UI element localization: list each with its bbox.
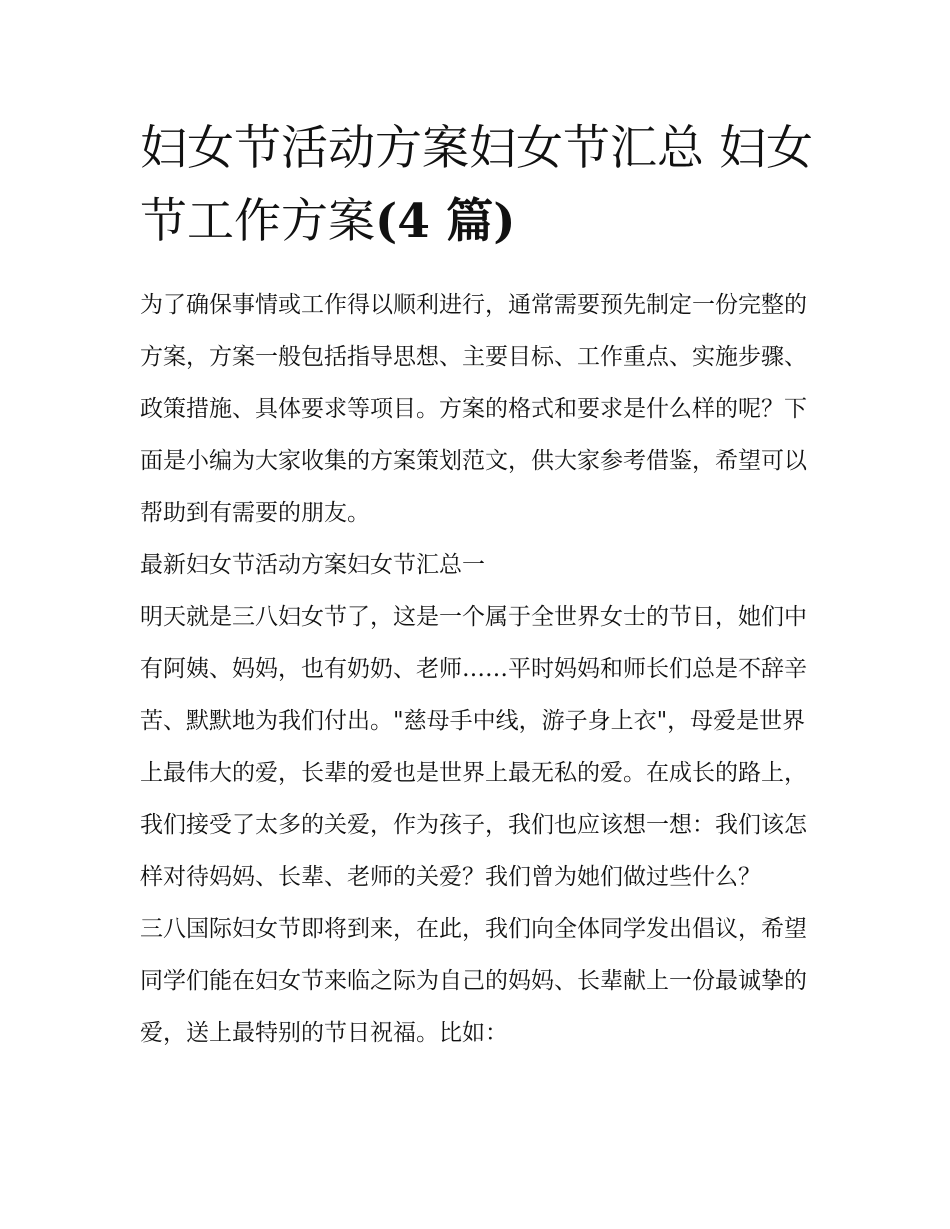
title-suffix: (4 篇) xyxy=(375,194,516,249)
body-paragraph: 三八国际妇女节即将到来，在此，我们向全体同学发出倡议，希望同学们能在妇女节来临之际为自己的妈妈、长辈献上一份最诚挚的爱，送上最特别的节日祝福。比如： xyxy=(140,916,807,1046)
document-title xyxy=(140,112,820,258)
body-paragraph: 明天就是三八妇女节了，这是一个属于全世界女士的节日，她们中有阿姨、妈妈，也有奶奶、老师……平时妈妈和师长们总是不辞辛苦、默默地为我们付出。"慈母手中线，游子身上衣"，母爱是世界上最伟大的爱，长辈的爱也是世界上最无私的爱。在成长的路上，我们接受了太多的关爱，作为孩子，我们也应该想一想：我们该怎样对待妈妈、长辈、老师的关爱？我们曾为她们做过些什么？ xyxy=(140,604,807,890)
intro-paragraph: 为了确保事情或工作得以顺利进行，通常需要预先制定一份完整的方案，方案一般包括指导思想、主要目标、工作重点、实施步骤、政策措施、具体要求等项目。方案的格式和要求是什么样的呢？下面是小编为大家收集的方案策划范文，供大家参考借鉴，希望可以帮助到有需要的朋友。 xyxy=(140,292,807,526)
section-heading: 最新妇女节活动方案妇女节汇总一 xyxy=(140,552,485,578)
title-main: 妇女节活动方案妇女节汇总 妇女节工作方案 xyxy=(140,121,813,249)
document-body xyxy=(140,279,820,1059)
